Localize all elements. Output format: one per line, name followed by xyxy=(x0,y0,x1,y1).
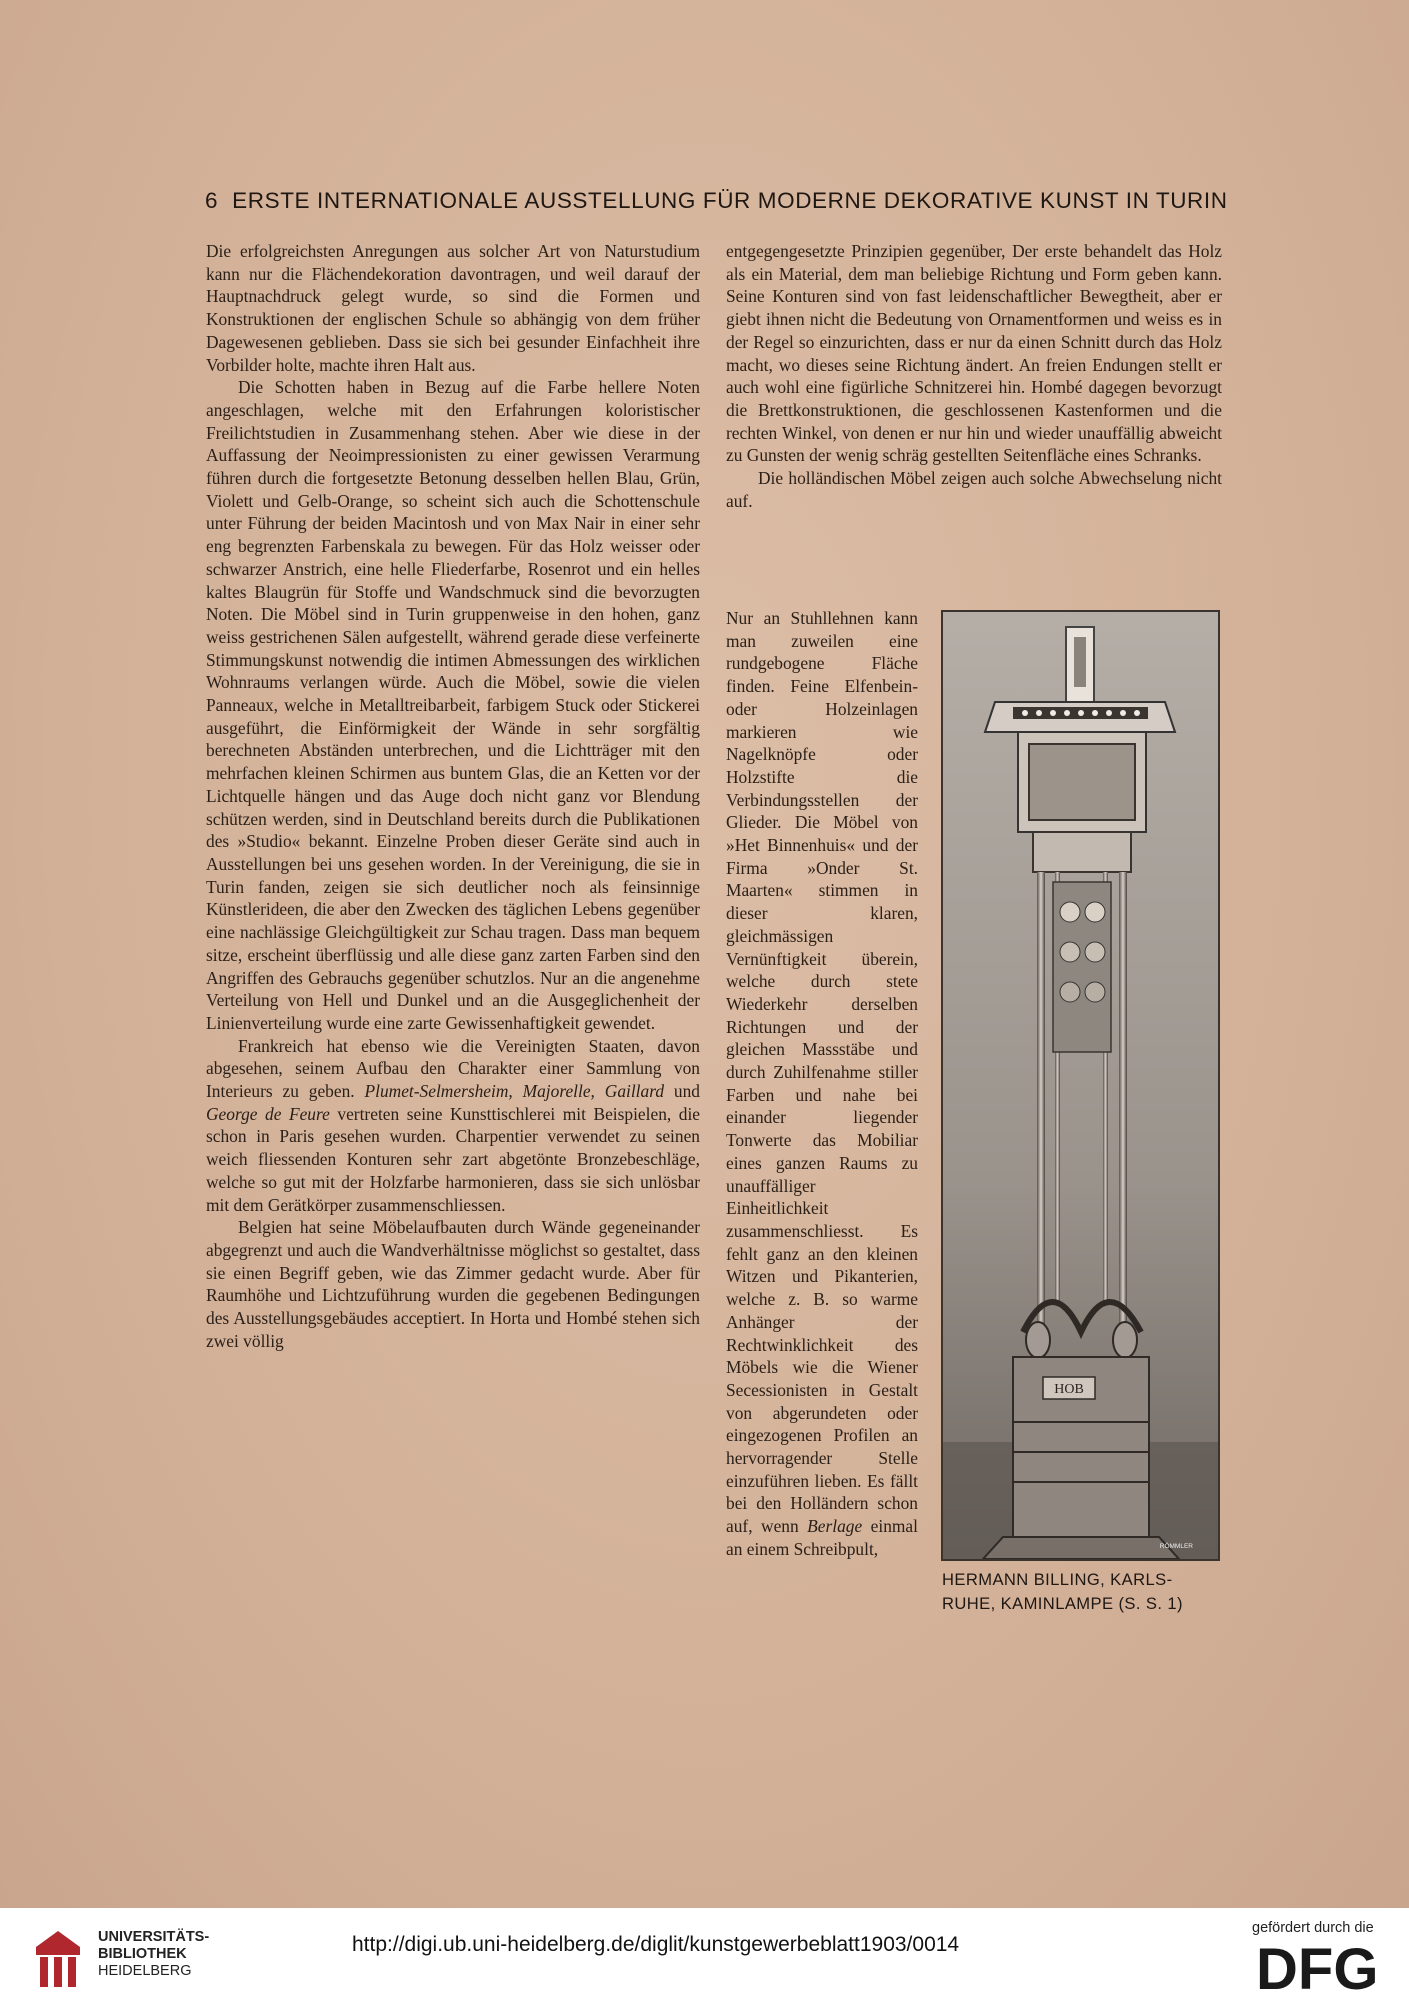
photographer-mark: RÖMMLER xyxy=(1159,1543,1193,1550)
library-line-3: HEIDELBERG xyxy=(98,1963,192,1979)
library-line-1: UNIVERSITÄTS- xyxy=(98,1929,210,1945)
funding-note: gefördert durch die xyxy=(1252,1920,1374,1936)
figure-photo xyxy=(941,610,1220,1561)
page-number: 6 xyxy=(205,188,219,213)
fireplace-lamp-illustration xyxy=(943,612,1218,1559)
figure-caption xyxy=(942,1568,1224,1616)
p3-names-2: George de Feure xyxy=(206,1103,330,1124)
right-column-top xyxy=(726,240,1222,512)
running-header xyxy=(205,188,1228,214)
p3-names-1: Plumet-Selmersheim, Majorelle, Gaillard xyxy=(364,1081,665,1102)
library-line-2: BIBLIOTHEK xyxy=(98,1946,187,1962)
p3-and: und xyxy=(673,1081,700,1102)
dfg-logo-icon xyxy=(1256,1935,1384,1997)
left-paragraph-3 xyxy=(206,1035,700,1217)
p3-text-b: vertreten seine Kunsttischlerei mit Beispielen, die schon in Paris gesehen wurden. Charpentier verwendet zu seinen weich fliessenden Konturen sehr zart abgetönte Bronzebeschläge, welche so gut mit der Holzfarbe harmonieren, dass sie sich unlösbar mit dem Gerätkörper zusammenschliessen. xyxy=(206,1103,701,1215)
permalink-url[interactable]: http://digi.ub.uni-heidelberg.de/diglit/kunstgewerbeblatt1903/0014 xyxy=(352,1933,960,1956)
caption-line-1: HERMANN BILLING, KARLS- xyxy=(942,1570,1173,1589)
library-name xyxy=(98,1929,209,1980)
dfg-logo-text: DFG xyxy=(1256,1937,1379,1997)
right-narrow-column xyxy=(726,607,918,1561)
running-title: ERSTE INTERNATIONALE AUSSTELLUNG FÜR MODERNE DEKORATIVE KUNST IN TURIN xyxy=(232,188,1228,213)
narrow-text-b: einmal an einem Schreibpult, xyxy=(726,1516,918,1559)
left-paragraph-2: Die Schotten haben in Bezug auf die Farbe hellere Noten angeschlagen, welche mit den Erfahrungen koloristischer Freilichtstudien in Zusammenhang stehen. Aber wie diese in der Auffassung der Neoimpressionisten zu einer gewissen Verarmung führen durch die fortgesetzte Betonung desselben hellen Blau, Grün, Violett und Gelb-Orange, so scheint sich auch die Schottenschule unter Führung der beiden Macintosh und von Max Nair in einer sehr eng begrenzten Farbenskala zu bewegen. Für das Holz weisser oder schwarzer Anstrich, eine helle Fliederfarbe, Rosenrot und ein helles kaltes Blaugrün für Stoffe und Wandschmuck sind die bevorzugten Noten. Die Möbel sind in Turin gruppenweise in den hohen, ganz weiss gestrichenen Sälen aufgestellt, während gerade diese verfeinerte Stimmungskunst notwendig die intimen Abmessungen des wirklichen Wohnraums verlangen würde. Auch die Möbel, sowie die vielen Panneaux, welche in Metalltreibarbeit, farbigem Stuck oder Stickerei ausgeführt, die Einförmigkeit der Wände in sehr sorgfältig berechneten Abständen unterbrechen, und die Lichtträger mit den mehrfachen kleinen Schirmen aus buntem Glas, die an Ketten vor der Lichtquelle hängen und das Auge doch nicht ganz vor Blendung schützen werden, sind in Deutschland bereits durch die Publikationen des »Studio« bekannt. Einzelne Proben dieser Geräte sind auch in Ausstellungen bei uns gesehen worden. In der Vereinigung, die sie in Turin fanden, zeigen sie sich deutlicher noch als feinsinnige Künstlerideen, die aber den Zwecken des täglichen Lebens gegenüber eine nachlässige Gleichgültigkeit zur Schau tragen. Dass man bequem sitze, erscheint überflüssig und alle diese ganz zarten Farben sind den Angriffen des Gebrauchs gegenüber schutzlos. Nur an die angenehme Verteilung von Hell und Dunkel und an die Ausgeglichenheit der Linienverteilung wurde eine zarte Gewissenhaftigkeit gewendet. xyxy=(206,377,700,1033)
narrow-paragraph xyxy=(726,607,918,1561)
lamp-monogram: HOB xyxy=(1054,1382,1084,1397)
right-paragraph-2: Die holländischen Möbel zeigen auch solche Abwechselung nicht auf. xyxy=(726,468,1222,511)
caption-line-2: RUHE, KAMINLAMPE (S. S. 1) xyxy=(942,1594,1183,1613)
left-paragraph-1: Die erfolgreichsten Anregungen aus solcher Art von Naturstudium kann nur die Flächendekoration davontragen, und weil darauf der Hauptnachdruck gelegt wurde, so sind die Formen und Konstruktionen der englischen Schule so abhängig von dem früher Dagewesenen geblieben. Dass sie sich bei gesunder Einfachheit ihre Vorbilder holte, machte ihren Halt aus. xyxy=(206,241,700,375)
narrow-text-a: Nur an Stuhllehnen kann man zuweilen eine rundgebogene Fläche finden. Feine Elfenbein- oder Holzeinlagen markieren wie Nagelknöpfe oder Holzstifte die Verbindungsstellen der Glieder. Die Möbel von »Het Binnenhuis« und der Firma »Onder St. Maarten« stimmen in dieser klaren, gleichmässigen Vernünftigkeit überein, welche durch stete Wiederkehr derselben Richtungen und der gleichen Massstäbe und durch Zuhilfenahme stiller Farben und nahe bei einander liegender Tonwerte das Mobiliar eines ganzen Raums zu unauffälliger Einheitlichkeit zusammenschliesst. Es fehlt ganz an den kleinen Witzen und Pikanterien, welche z. B. so warme Anhänger der Rechtwinklichkeit des Möbels wie die Wiener Secessionisten in Gestalt von abgerundeten oder eingezogenen Profilen an hervorragender Stelle einzuführen lieben. Es fällt bei den Holländern schon auf, wenn xyxy=(726,608,918,1537)
left-column xyxy=(206,240,700,1352)
right-paragraph-1: entgegengesetzte Prinzipien gegenüber, Der erste behandelt das Holz als ein Material, dem man beliebige Richtung und Form geben kann. Seine Konturen sind von fast leidenschaftlicher Bewegtheit, aber er giebt ihnen nicht die Bedeutung von Ornamentformen und weiss es in der Regel so einzurichten, dass er nur da einen Schnitt durch das Holz macht, wo dieses seine Richtung ändert. An freien Endungen stellt er auch wohl eine figürliche Schnitzerei hin. Hombé dagegen bevorzugt die Brettkonstruktionen, die geschlossenen Kastenformen und die rechten Winkel, von denen er nur hin und wieder unauffällig abweicht zu Gunsten der wenig schräg gestellten Seitenfläche eines Schranks. xyxy=(726,241,1222,466)
narrow-name: Berlage xyxy=(807,1516,863,1537)
digitization-footer xyxy=(0,1908,1409,2013)
left-paragraph-4: Belgien hat seine Möbelaufbauten durch Wände gegeneinander abgegrenzt und auch die Wandverhältnisse möglichst so gestaltet, dass sie einen Begriff geben, wie das Zimmer gedacht wurde. Aber für Raumhöhe und Lichtzuführung wurden die gegebenen Bedingungen des Ausstellungsgebäudes acceptiert. In Horta und Hombé stehen sich zwei völlig xyxy=(206,1217,700,1351)
p3-text-a: Frankreich hat ebenso wie die Vereinigten Staaten, davon abgesehen, seinem Aufbau den Charakter einer Sammlung von Interieurs zu geben. xyxy=(206,1035,700,1102)
university-library-logo-icon xyxy=(32,1925,84,1991)
